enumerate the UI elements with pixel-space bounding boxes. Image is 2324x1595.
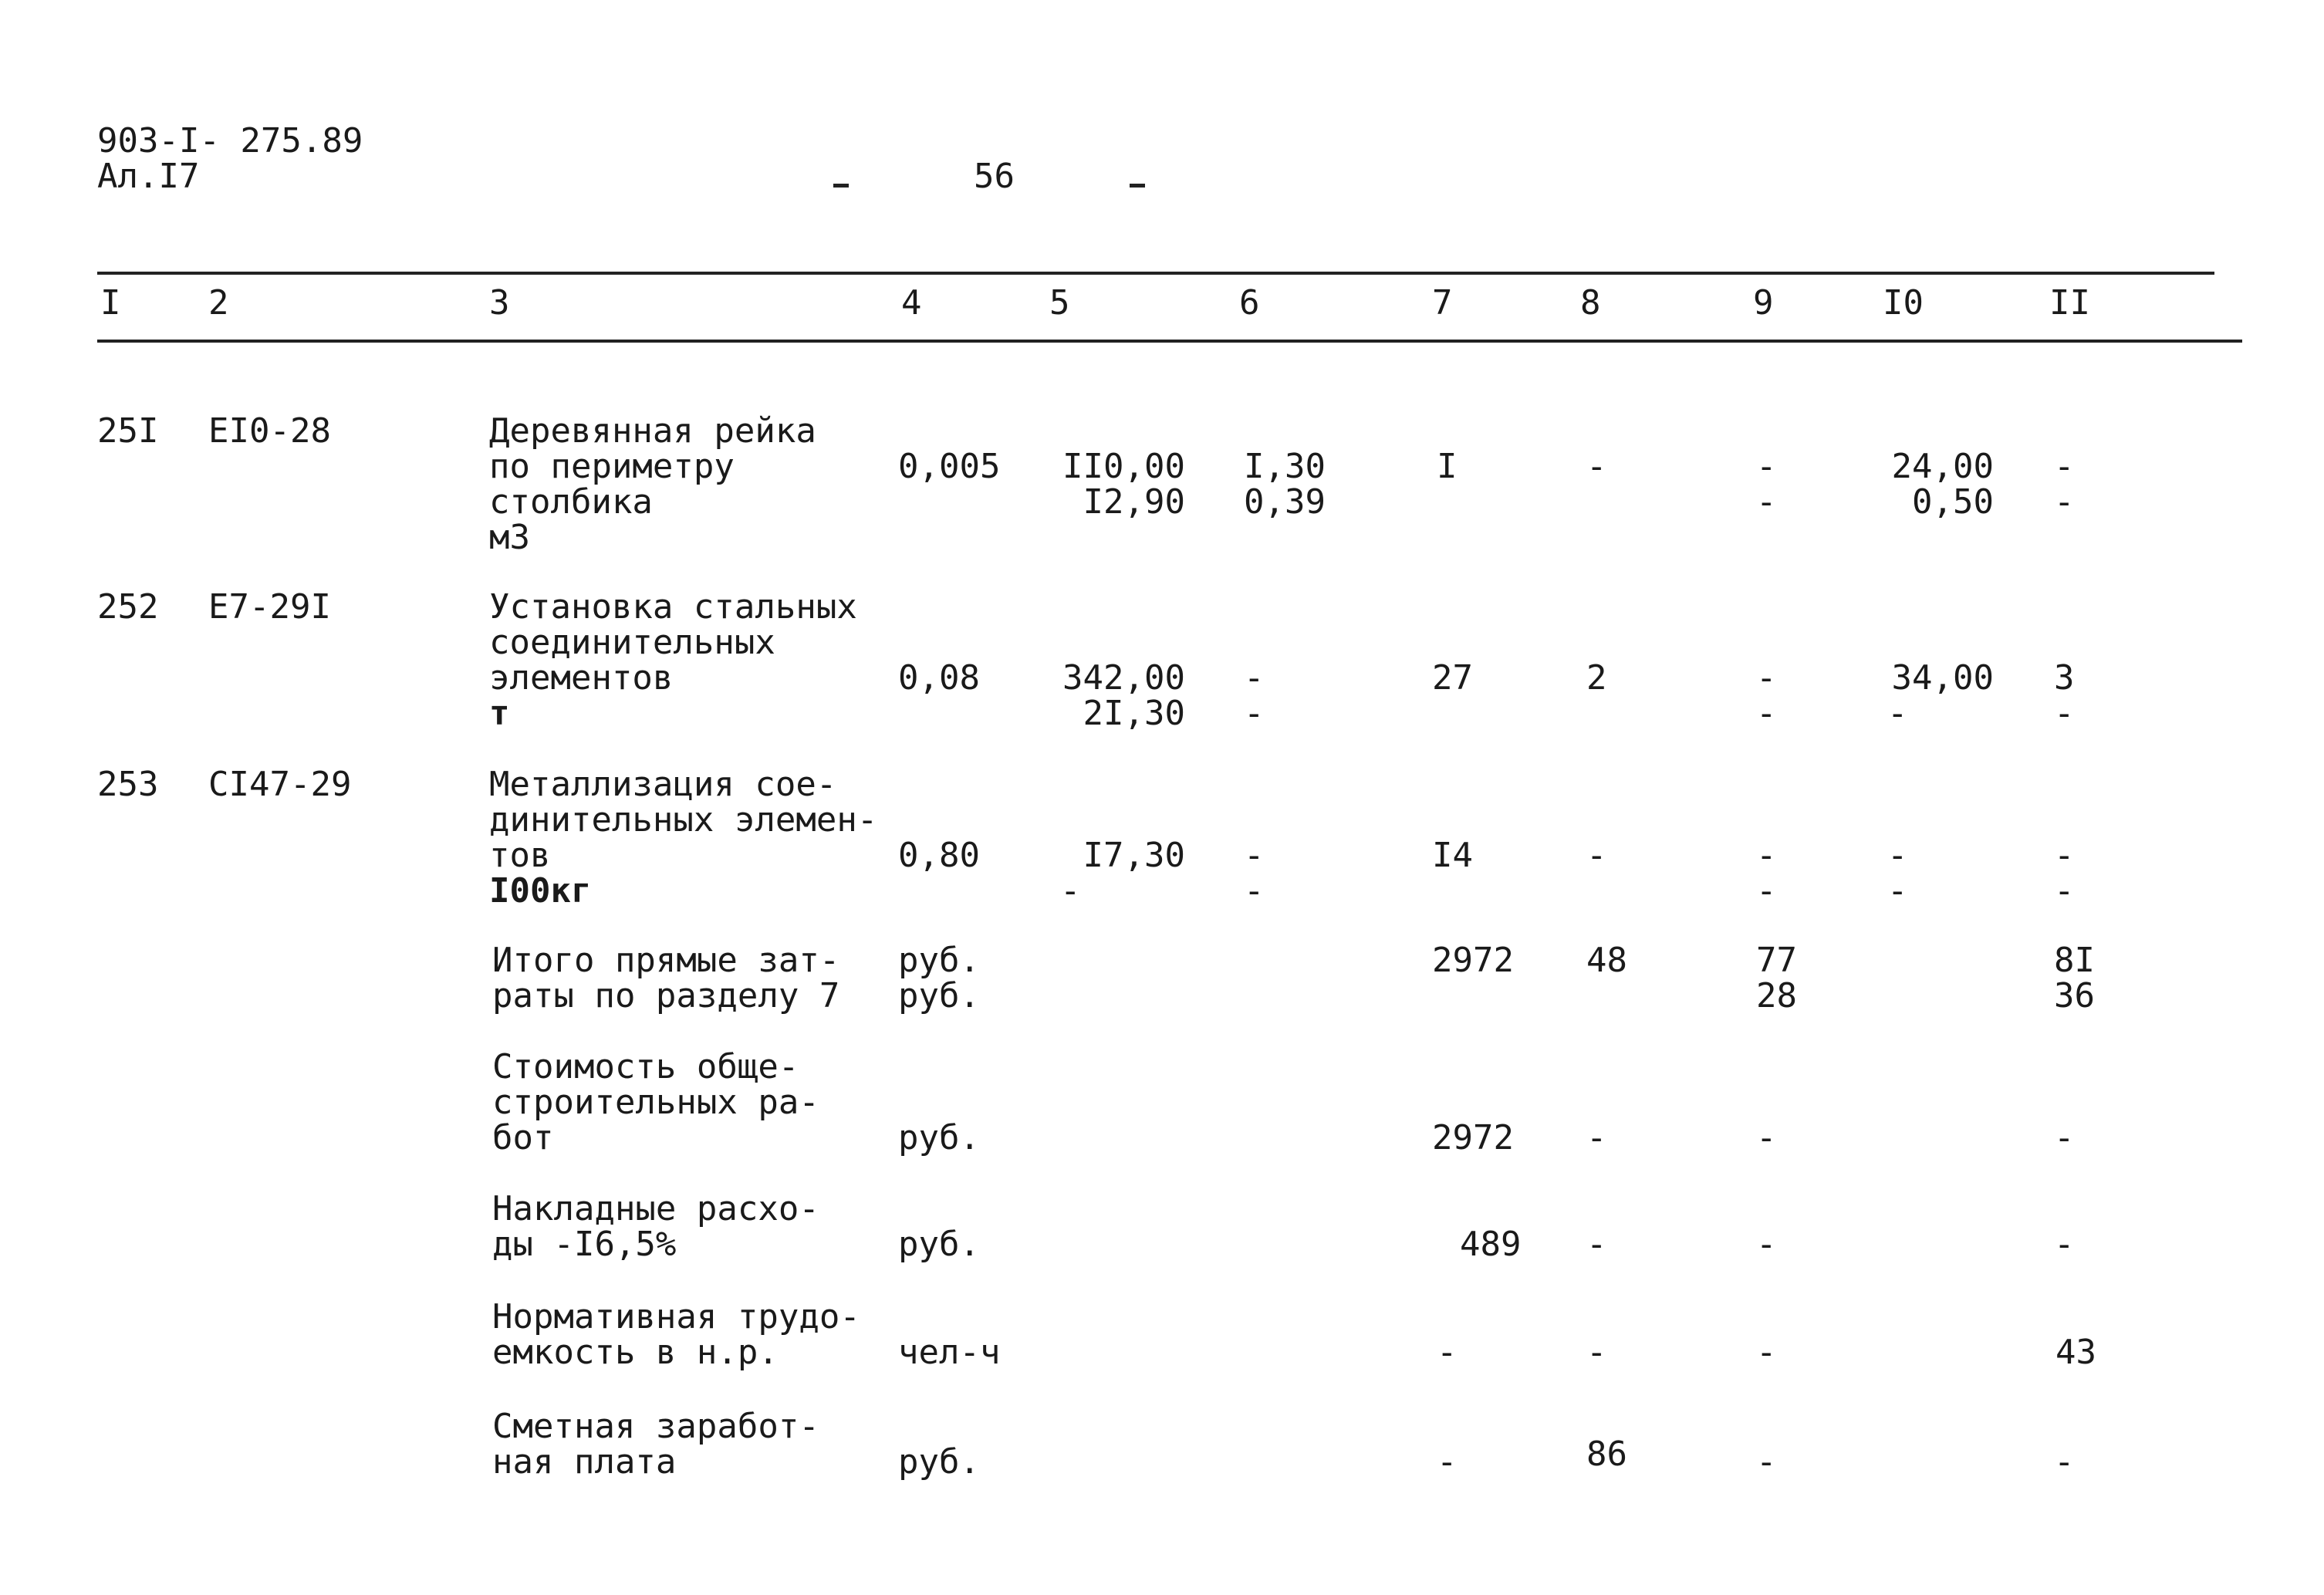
cell-col7: 27 (1432, 658, 1473, 698)
row-quantity: 0,80 (898, 836, 980, 875)
cell-col11: - (2054, 447, 2075, 486)
summary-col11: - (2054, 1442, 2075, 1482)
row-description-line: элементов (489, 658, 674, 698)
summary-description-line: раты по разделу 7 (492, 976, 840, 1015)
cell-col5: 2I,30 (1083, 694, 1185, 733)
cell-col8: - (1586, 836, 1607, 875)
summary-col11: - (2054, 1225, 2075, 1264)
summary-description-line: Сметная заработ- (492, 1407, 819, 1446)
cell-col5: I2,90 (1083, 482, 1185, 522)
summary-description-line: ды -I6,5% (492, 1225, 677, 1264)
summary-col8: - (1586, 1333, 1607, 1372)
row-number: 253 (97, 765, 159, 804)
cell-col11: - (2054, 482, 2075, 522)
column-header-1: I (100, 283, 121, 323)
document-code: 903-I- 275.89 (97, 121, 363, 161)
column-header-8: 8 (1580, 283, 1601, 323)
row-code: CI47-29 (208, 765, 352, 804)
column-header-7: 7 (1432, 283, 1453, 323)
row-description-line: тов (489, 836, 551, 875)
table-top-rule (97, 272, 2214, 275)
row-description-line: динительных элемен- (489, 800, 878, 840)
summary-description-line: бот (492, 1118, 554, 1157)
summary-unit: руб. (898, 1118, 980, 1157)
summary-col11: 8I (2054, 941, 2095, 980)
row-description-line: Металлизация сое- (489, 765, 837, 804)
cell-col5: I7,30 (1083, 836, 1185, 875)
cell-col7: I (1437, 447, 1458, 486)
column-header-4: 4 (901, 283, 922, 323)
summary-col7: - (1437, 1333, 1458, 1372)
summary-col7: 2972 (1432, 1118, 1514, 1157)
row-number: 25I (97, 411, 159, 451)
column-header-3: 3 (489, 283, 510, 323)
cell-col10: - (1887, 836, 1908, 875)
summary-description-line: Стоимость обще- (492, 1047, 799, 1086)
row-description-line: Установка стальных (489, 587, 857, 627)
table-header-bottom-rule (97, 340, 2242, 343)
summary-col9: 28 (1756, 976, 1797, 1015)
row-unit: I00кг (489, 871, 592, 911)
sheet-label: Ал.I7 (97, 157, 200, 196)
cell-col6: I,30 (1244, 447, 1326, 486)
row-unit: т (489, 694, 510, 733)
row-code: EI0-28 (208, 411, 331, 451)
summary-col8: - (1586, 1225, 1607, 1264)
column-header-10: I0 (1883, 283, 1924, 323)
cell-col5: 342,00 (1062, 658, 1185, 698)
cell-col7: I4 (1432, 836, 1473, 875)
page-number-dash-right (1130, 184, 1145, 188)
cell-col9: - (1756, 871, 1777, 911)
summary-col9: 77 (1756, 941, 1797, 980)
summary-col9: - (1756, 1442, 1777, 1482)
summary-col11: - (2054, 1118, 2075, 1157)
cell-col9: - (1756, 836, 1777, 875)
summary-description-line: Накладные расхо- (492, 1189, 819, 1228)
row-quantity: 0,08 (898, 658, 980, 698)
row-description-line: по периметру (489, 447, 735, 486)
row-code: E7-29I (208, 587, 331, 627)
column-header-5: 5 (1049, 283, 1070, 323)
summary-col9: - (1756, 1225, 1777, 1264)
summary-unit: руб. (898, 941, 980, 980)
cell-col10: 24,00 (1891, 447, 1994, 486)
cell-col9: - (1756, 658, 1777, 698)
cell-col6: - (1244, 658, 1265, 698)
summary-col7: - (1437, 1442, 1458, 1482)
summary-col7: 2972 (1432, 941, 1514, 980)
cell-col11: - (2054, 836, 2075, 875)
summary-description-line: строительных ра- (492, 1083, 819, 1122)
page-number: 56 (974, 157, 1015, 196)
summary-description-line: Итого прямые зат- (492, 941, 840, 980)
summary-col9: - (1756, 1333, 1777, 1372)
column-header-2: 2 (208, 283, 229, 323)
summary-col9: - (1756, 1118, 1777, 1157)
cell-col10: 34,00 (1891, 658, 1994, 698)
column-header-9: 9 (1753, 283, 1774, 323)
cell-col11: 3 (2054, 658, 2075, 698)
cell-col6: - (1244, 871, 1265, 911)
summary-description-line: Нормативная трудо- (492, 1297, 860, 1336)
summary-description-line: емкость в н.р. (492, 1333, 779, 1372)
cell-col5: II0,00 (1062, 447, 1185, 486)
cell-col5: - (1060, 871, 1081, 911)
cell-col6: - (1244, 836, 1265, 875)
cell-col9: - (1756, 694, 1777, 733)
summary-unit: руб. (898, 1225, 980, 1264)
column-header-6: 6 (1239, 283, 1260, 323)
cell-col6: - (1244, 694, 1265, 733)
row-description-line: столбика (489, 482, 653, 522)
summary-unit: руб. (898, 976, 980, 1015)
row-description-line: Деревянная рейка (489, 411, 816, 451)
summary-unit: руб. (898, 1442, 980, 1482)
page-number-dash-left (833, 184, 849, 188)
summary-col11: 36 (2054, 976, 2095, 1015)
cell-col6: 0,39 (1244, 482, 1326, 522)
summary-col7: 489 (1460, 1225, 1522, 1264)
row-unit: м3 (489, 518, 530, 557)
column-header-11: II (2049, 283, 2090, 323)
cell-col11: - (2054, 694, 2075, 733)
cell-col11: - (2054, 871, 2075, 911)
cell-col9: - (1756, 482, 1777, 522)
cell-col10: 0,50 (1912, 482, 1994, 522)
cell-col8: - (1586, 447, 1607, 486)
cell-col9: - (1756, 447, 1777, 486)
row-number: 252 (97, 587, 159, 627)
row-description-line: соединительных (489, 623, 775, 662)
summary-col8: 86 (1586, 1434, 1627, 1474)
summary-description-line: ная плата (492, 1442, 677, 1482)
row-quantity: 0,005 (898, 447, 1001, 486)
summary-col11: 43 (2055, 1333, 2096, 1372)
cell-col10: - (1887, 871, 1908, 911)
summary-col8: - (1586, 1118, 1607, 1157)
cell-col10: - (1887, 694, 1908, 733)
cell-col8: 2 (1586, 658, 1607, 698)
summary-col8: 48 (1586, 941, 1627, 980)
summary-unit: чел-ч (898, 1333, 1001, 1372)
